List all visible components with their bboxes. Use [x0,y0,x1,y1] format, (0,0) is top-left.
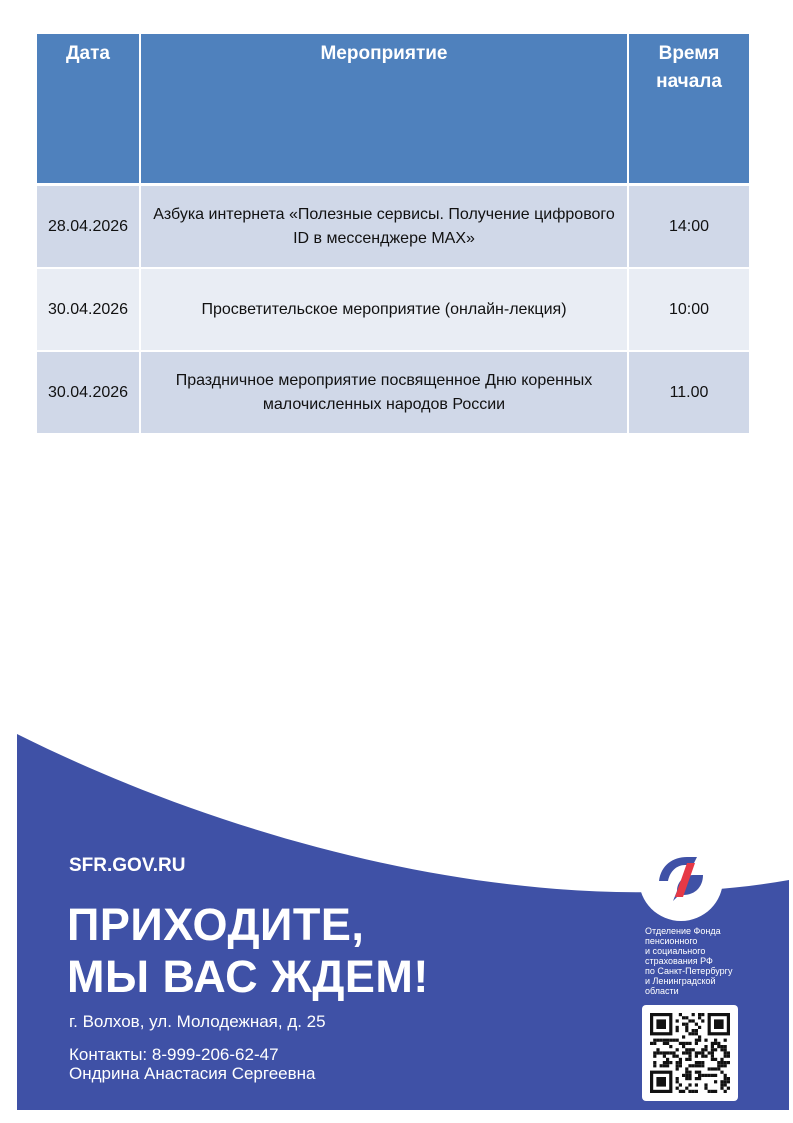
header-event: Мероприятие [140,34,628,185]
qr-code-icon [642,1005,738,1101]
address: г. Волхов, ул. Молодежная, д. 25 [69,1012,326,1031]
header-start-time: Время начала [628,34,749,185]
site-url: SFR.GOV.RU [69,855,186,876]
headline-line-1: ПРИХОДИТЕ, [67,899,365,950]
org-line: и социального [645,946,706,956]
cell-time: 11.00 [628,351,749,434]
table-header-row [37,34,749,185]
sfr-logo-icon [637,835,725,923]
contacts [69,1045,316,1083]
org-line: по Санкт-Петербургу [645,966,733,976]
table-row [37,268,749,351]
footer-banner [17,734,789,1110]
org-line: пенсионного [645,936,698,946]
table-row [37,185,749,269]
contacts-phone: Контакты: 8-999-206-62-47 [69,1045,279,1064]
cell-date: 30.04.2026 [37,351,140,434]
cell-time: 14:00 [628,185,749,269]
cell-date: 30.04.2026 [37,268,140,351]
cell-event: Азбука интернета «Полезные сервисы. Получение цифрового ID в мессенджере MAX» [140,185,628,269]
organization-name [645,926,755,996]
org-line: области [645,986,679,996]
headline [67,899,429,1003]
contacts-person: Ондрина Анастасия Сергеевна [69,1064,316,1083]
cell-time: 10:00 [628,268,749,351]
org-line: страхования РФ [645,956,713,966]
table-row [37,351,749,434]
org-line: Отделение Фонда [645,926,721,936]
cell-event: Просветительское мероприятие (онлайн-лекция) [140,268,628,351]
org-line: и Ленинградской [645,976,716,986]
schedule-table [37,34,749,435]
header-date: Дата [37,34,140,185]
cell-date: 28.04.2026 [37,185,140,269]
cell-event: Праздничное мероприятие посвященное Дню коренных малочисленных народов России [140,351,628,434]
headline-line-2: МЫ ВАС ЖДЕМ! [67,951,429,1002]
